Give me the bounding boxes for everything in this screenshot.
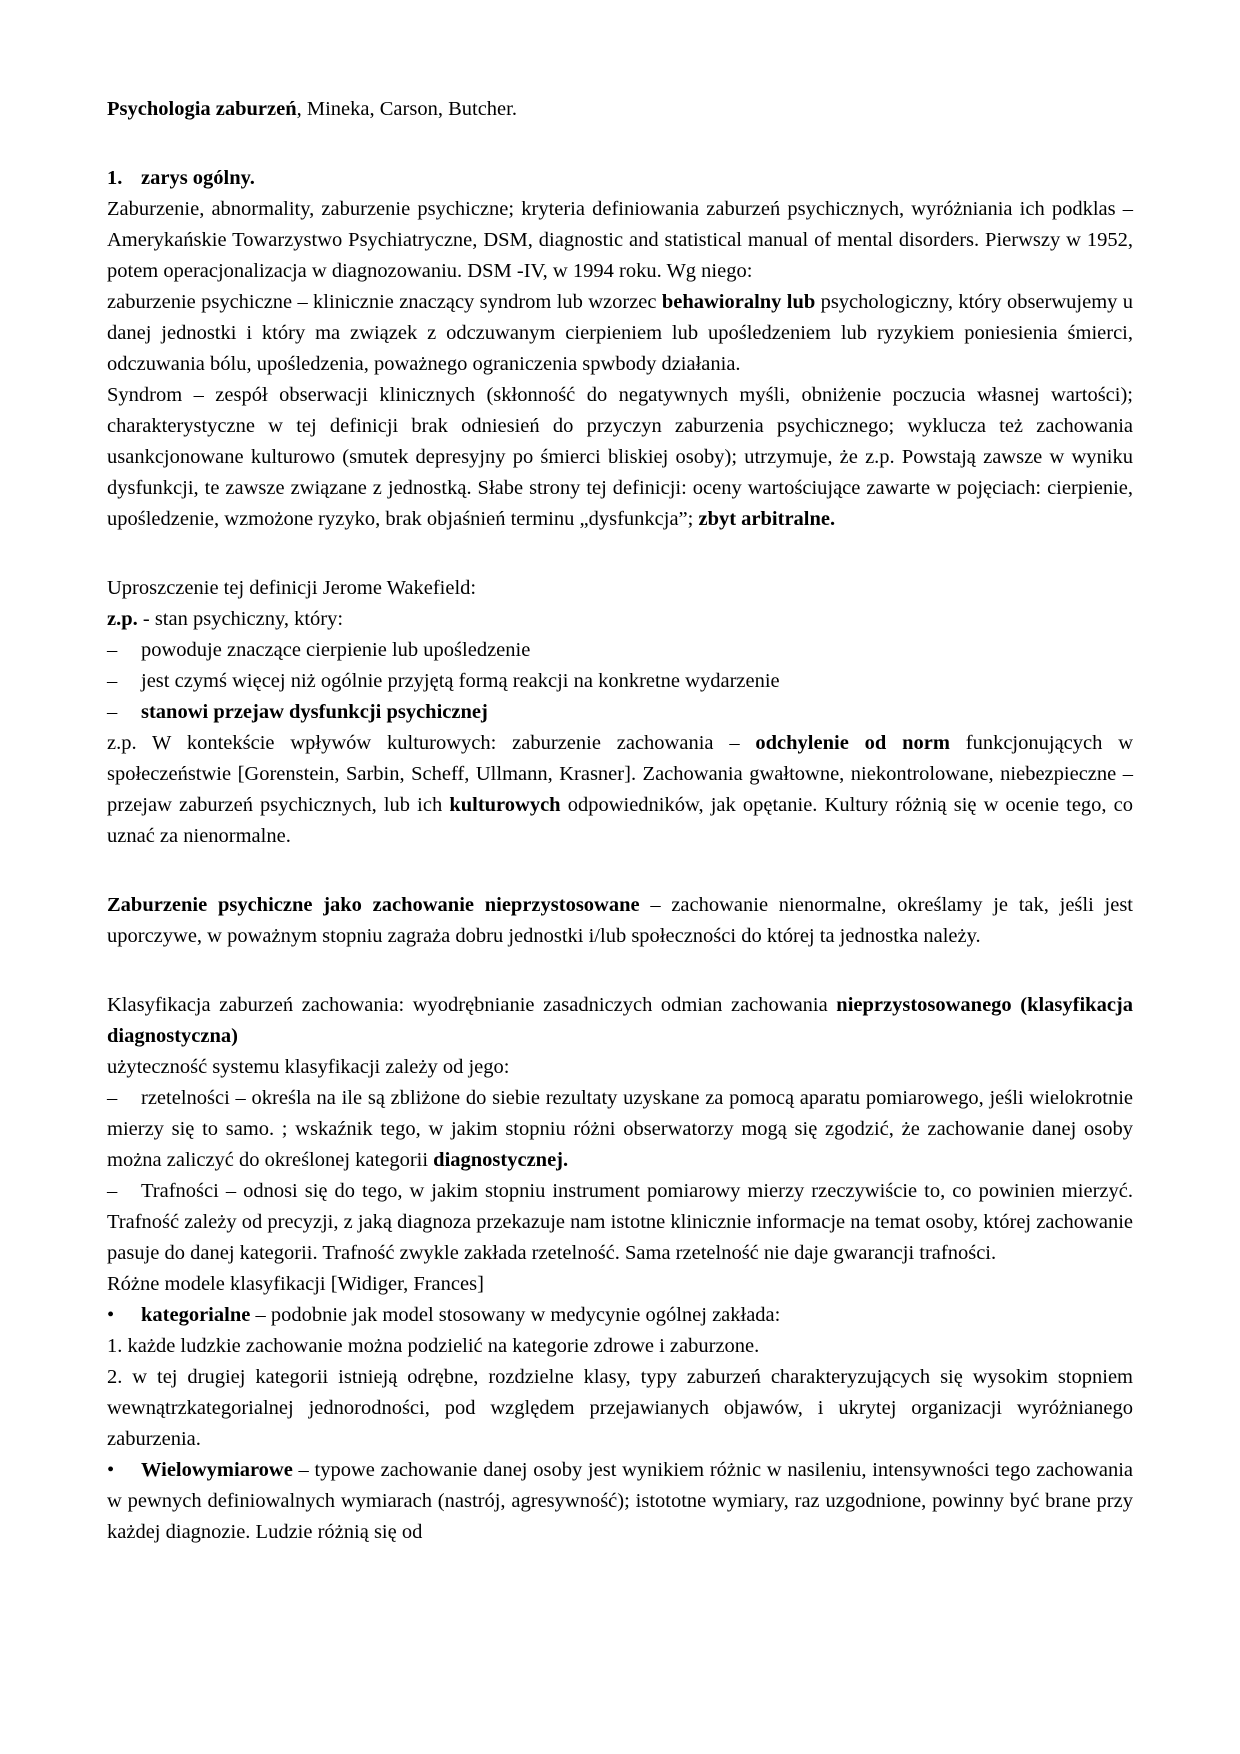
paragraph: [107, 1052, 1133, 1083]
list-item: [107, 1176, 1133, 1269]
blank-line: [107, 125, 1133, 163]
bold-text: Wielowymiarowe: [141, 1459, 293, 1481]
body-text: Trafności – odnosi się do tego, w jakim stopniu instrument pomiarowy mierzy rzeczywiście to, co powinien mierzyć. Trafność zależy od precyzji, z jaką diagnoza przekazuje nam istotne klinicznie informacje na temat osoby, której zachowanie pasuje do danej kategorii. Trafność zwykle zakłada rzetelność. Sama rzetelność nie daje gwarancji trafności.: [107, 1180, 1133, 1264]
list-item: [107, 1300, 1133, 1331]
document-content: [107, 94, 1133, 1548]
body-text: Różne modele klasyfikacji [Widiger, Frances]: [107, 1273, 484, 1295]
bold-text: zarys ogólny.: [141, 167, 255, 189]
list-item: [107, 697, 1133, 728]
list-marker: –: [107, 639, 118, 661]
blank-line: [107, 952, 1133, 990]
bold-text: zbyt arbitralne.: [698, 508, 836, 530]
list-item: [107, 635, 1133, 666]
body-text: Klasyfikacja zaburzeń zachowania: wyodrębnianie zasadniczych odmian zachowania: [107, 994, 837, 1016]
bold-text: kulturowych: [449, 794, 561, 816]
paragraph: [107, 604, 1133, 635]
list-item: [107, 666, 1133, 697]
bold-text: diagnostycznej.: [433, 1149, 569, 1171]
list-item: [107, 1455, 1133, 1548]
body-text: powoduje znaczące cierpienie lub upośledzenie: [141, 639, 531, 661]
body-text: – zachowanie nienormalne, określamy je tak, jeśli jest uporczywe, w poważnym stopniu zagraża dobru jednostki i/lub społeczności do której ta jednostka należy.: [107, 894, 1133, 947]
paragraph: [107, 380, 1133, 535]
body-text: 2. w tej drugiej kategorii istnieją odrębne, rozdzielne klasy, typy zaburzeń charakteryzujących się wysokim stopniem wewnątrzkategorialnej jednorodności, pod względem przejawianych objawów, i ukrytej organizacji wyróżnianego zaburzenia.: [107, 1366, 1133, 1450]
bold-text: behawioralny lub: [661, 291, 816, 313]
bold-text: nieprzystosowanego (klasyfikacja diagnostyczna): [107, 994, 1133, 1047]
document-title: [107, 94, 1133, 125]
body-text: 1. każde ludzkie zachowanie można podzielić na kategorie zdrowe i zaburzone.: [107, 1335, 760, 1357]
list-marker: –: [107, 670, 118, 692]
body-text: rzetelności – określa na ile są zbliżone do siebie rezultaty uzyskane za pomocą aparatu pomiarowego, jeśli wielokrotnie mierzy się to samo. ; wskaźnik tego, w jakim stopniu różni obserwatorzy mogą się zgodzić, że zachowanie danej osoby można zaliczyć do określonej kategorii: [107, 1087, 1133, 1171]
paragraph: [107, 287, 1133, 380]
bold-text: odchylenie od norm: [755, 732, 950, 754]
paragraph: [107, 1269, 1133, 1300]
body-text: Uproszczenie tej definicji Jerome Wakefield:: [107, 577, 477, 599]
body-text: zaburzenie psychiczne – klinicznie znaczący syndrom lub wzorzec: [107, 291, 662, 313]
body-text: Zaburzenie, abnormality, zaburzenie psychiczne; kryteria definiowania zaburzeń psychicznych, wyróżniania ich podklas – Amerykańskie Towarzystwo Psychiatryczne, DSM, diagnostic and statistical manual of mental disorders. Pierwszy w 1952, potem operacjonalizacja w diagnozowaniu. DSM -IV, w 1994 roku. Wg niego:: [107, 198, 1133, 282]
body-text: odpowiedników, jak opętanie. Kultury różnią się w ocenie tego, co uznać za nienormalne.: [107, 794, 1133, 847]
body-text: funkcjonujących w społeczeństwie [Gorenstein, Sarbin, Scheff, Ullmann, Krasner]. Zachowania gwałtowne, niekontrolowane, niebezpieczne – przejaw zaburzeń psychicznych, lub ich: [107, 732, 1134, 816]
blank-line: [107, 535, 1133, 573]
bold-text: stanowi przejaw dysfunkcji psychicznej: [141, 701, 488, 723]
bullet-marker: •: [107, 1459, 115, 1481]
section-heading: [107, 163, 1133, 194]
body-text: - stan psychiczny, który:: [137, 608, 344, 630]
list-item: [107, 1083, 1133, 1176]
body-text: jest czymś więcej niż ogólnie przyjętą formą reakcji na konkretne wydarzenie: [141, 670, 780, 692]
blank-line: [107, 852, 1133, 890]
bold-text: kategorialne: [141, 1304, 251, 1326]
bold-text: Zaburzenie psychiczne jako zachowanie nieprzystosowane: [107, 894, 640, 916]
paragraph: [107, 573, 1133, 604]
paragraph: [107, 890, 1133, 952]
bold-text: Psychologia zaburzeń: [107, 98, 297, 120]
body-text: , Mineka, Carson, Butcher.: [296, 98, 517, 120]
paragraph: [107, 728, 1133, 852]
list-marker: –: [107, 1087, 118, 1109]
body-text: Syndrom – zespół obserwacji klinicznych (skłonność do negatywnych myśli, obniżenie poczucia własnej wartości); charakterystyczne w tej definicji brak odniesień do przyczyn zaburzenia psychicznego; wyklucza też zachowania usankcjonowane kulturowo (smutek depresyjny po śmierci bliskiej osoby); utrzymuje, że z.p. Powstają zawsze w wyniku dysfunkcji, te zawsze związane z jednostką. Słabe strony tej definicji: oceny wartościujące zawarte w pojęciach: cierpienie, upośledzenie, wzmożone ryzyko, brak objaśnień terminu „dysfunkcja”;: [107, 384, 1133, 530]
body-text: użyteczność systemu klasyfikacji zależy od jego:: [107, 1056, 510, 1078]
list-marker: –: [107, 1180, 118, 1202]
body-text: psychologiczny, który obserwujemy u danej jednostki i który ma związek z odczuwanym cierpieniem lub upośledzeniem lub ryzykiem poniesienia śmierci, odczuwania bólu, upośledzenia, poważnego ograniczenia spwbody działania.: [107, 291, 1133, 375]
body-text: – podobnie jak model stosowany w medycynie ogólnej zakłada:: [250, 1304, 781, 1326]
list-marker: 1.: [107, 167, 123, 189]
body-text: – typowe zachowanie danej osoby jest wynikiem różnic w nasileniu, intensywności tego zachowania w pewnych definiowalnych wymiarach (nastrój, agresywność); istototne wymiary, raz uzgodnione, powinny być brane przy każdej diagnozie. Ludzie różnią się od: [107, 1459, 1133, 1543]
paragraph: [107, 1362, 1133, 1455]
list-marker: –: [107, 701, 118, 723]
paragraph: [107, 1331, 1133, 1362]
body-text: z.p. W kontekście wpływów kulturowych: zaburzenie zachowania –: [107, 732, 756, 754]
bullet-marker: •: [107, 1304, 115, 1326]
bold-text: z.p.: [107, 608, 138, 630]
paragraph: [107, 990, 1133, 1052]
paragraph: [107, 194, 1133, 287]
